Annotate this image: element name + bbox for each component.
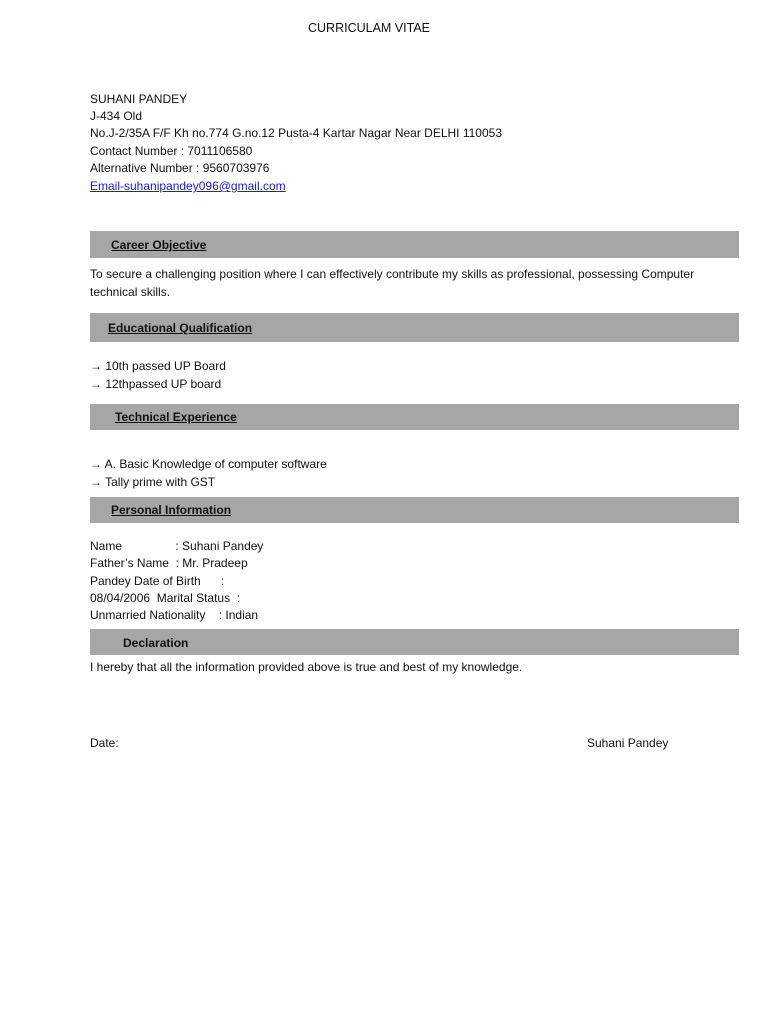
education-heading: Educational Qualification <box>108 321 253 335</box>
education-header <box>90 313 739 342</box>
document-title-text: CURRICULAM VITAE <box>307 21 430 35</box>
contact-number: Contact Number : 7011106580 <box>90 144 253 158</box>
personal-line: Name : Suhani Pandey <box>90 539 264 553</box>
career-objective-header <box>90 231 739 258</box>
address-line-1: J-434 Old <box>90 109 143 123</box>
declaration-header <box>90 629 739 655</box>
document-title <box>0 21 738 35</box>
date-label: Date: <box>90 736 119 750</box>
personal-header <box>90 497 739 523</box>
declaration-text: I hereby that all the information provided above is true and best of my knowledge. <box>90 660 523 674</box>
technical-heading: Technical Experience <box>115 410 237 424</box>
personal-heading: Personal Information <box>111 503 232 517</box>
personal-line: 08/04/2006 Marital Status : <box>90 591 241 605</box>
education-item: → 10th passed UP Board <box>90 359 226 373</box>
alternative-number: Alternative Number : 9560703976 <box>90 161 270 175</box>
personal-line: Unmarried Nationality : Indian <box>90 608 259 622</box>
career-objective-text: To secure a challenging position where I can effectively contribute my skills as professional, possessing Computer technical skills. <box>90 267 695 299</box>
technical-item: → Tally prime with GST <box>90 475 216 489</box>
personal-line: Father’s Name : Mr. Pradeep <box>90 556 248 570</box>
declaration-heading: Declaration <box>123 636 189 650</box>
career-objective-heading: Career Objective <box>111 238 207 252</box>
signature-name: Suhani Pandey <box>587 736 669 750</box>
technical-header <box>90 404 739 430</box>
email-link[interactable]: Email-suhanipandey096@gmail.com <box>90 179 286 193</box>
education-item: → 12thpassed UP board <box>90 377 222 391</box>
personal-line: Pandey Date of Birth : <box>90 574 225 588</box>
candidate-name: SUHANI PANDEY <box>90 92 188 106</box>
technical-item: → A. Basic Knowledge of computer software <box>90 457 327 471</box>
address-line-2: No.J-2/35A F/F Kh no.774 G.no.12 Pusta-4 Kartar Nagar Near DELHI 110053 <box>90 126 503 140</box>
